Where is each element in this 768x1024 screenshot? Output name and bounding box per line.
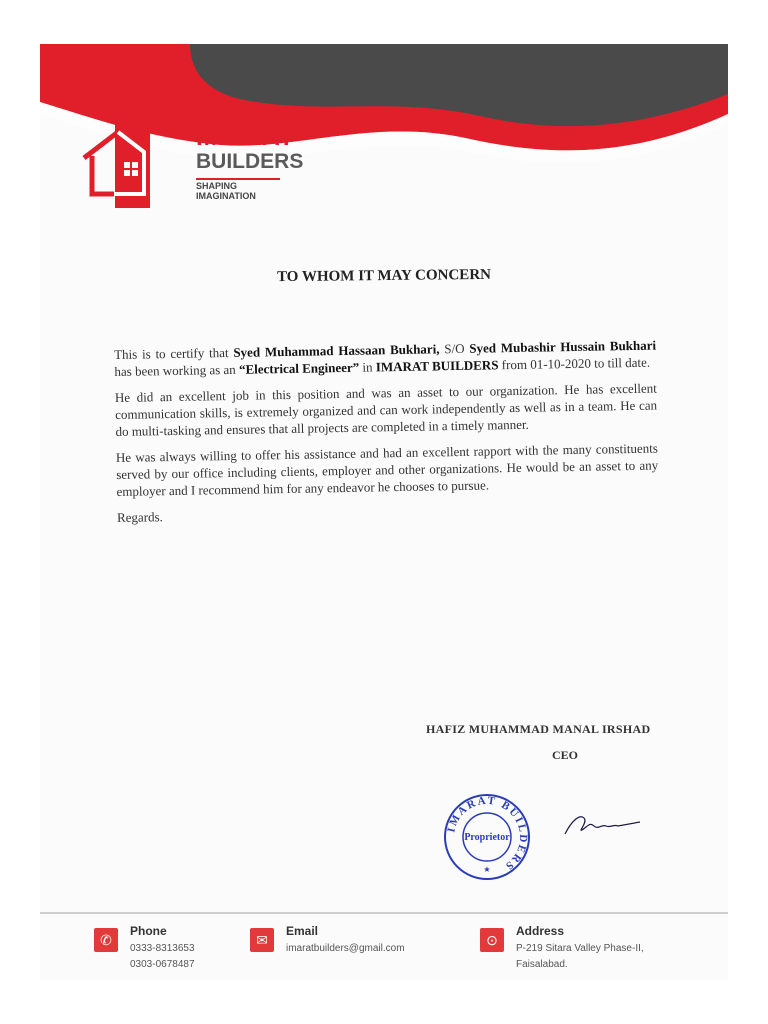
employee-name: Syed Muhammad Hassaan Bukhari, [233,341,440,360]
signer-name: HAFIZ MUHAMMAD MANAL IRSHAD [426,722,651,736]
signature-mark [560,810,650,840]
paragraph-recommendation: He was always willing to offer his assistance and had an excellent rapport with the many constituents served by our office including clients, employer and other organizations. He would be an asset to any employer and I recommend him for any endeavor he chooses to pursue. [115,440,659,499]
text-segment: from 01-10-2020 to till date. [498,354,651,373]
letterhead-page [40,44,728,980]
paragraph-certify [114,337,657,380]
phone-icon: ✆ [94,928,118,952]
mail-icon: ✉ [250,928,274,952]
closing: Regards. [116,509,163,525]
company-name: IMARAT BUILDERS [375,357,499,375]
letter-title: TO WHOM IT MAY CONCERN [276,266,492,286]
contact-phone [94,924,244,980]
address-values [516,941,644,973]
email-value: imaratbuilders@gmail.com [286,943,405,954]
contact-address [480,924,700,980]
signer-role: CEO [552,748,579,762]
text-segment: S/O [439,340,470,357]
phone-values [130,941,195,973]
email-label: Email [286,924,319,938]
phone-label: Phone [130,924,167,938]
text-segment: has been working as an [114,361,240,379]
stamp-center-text: Proprietor [464,832,510,843]
job-position: “Electrical Engineer” [238,359,360,377]
stamp-ring-text: IMARAT BUILDERS [445,794,530,873]
svg-text:★: ★ [483,865,491,874]
paragraph-performance: He did an excellent job in this position and was an asset to our organization. He has excellent communication skills, is extremely organized and can work independently as well as in a team. He can do multi-tasking and ensures that all projects are completed in a timely manner. [114,380,658,439]
address-line-1: P-219 Sitara Valley Phase-II, [516,943,644,954]
brand-sub: BUILDERS [196,150,304,173]
text-segment: in [359,359,376,375]
phone-number-2: 0303-0678487 [130,959,195,970]
contact-email [250,924,450,980]
phone-number-1: 0333-8313653 [130,943,195,954]
house-logo-icon [80,124,190,208]
letter-body [114,337,659,535]
footer-divider [40,912,728,914]
brand-tagline: SHAPING IMAGINATION [196,178,280,201]
address-label: Address [516,924,565,938]
company-stamp [442,792,532,882]
company-logo [80,123,304,214]
address-line-2: Faisalabad. [516,959,568,970]
location-pin-icon: ⊙ [480,928,504,952]
text-segment: This is to certify that [114,344,234,362]
father-name: Syed Mubashir Hussain Bukhari [469,337,657,356]
brand-name: IMARAT [196,123,295,151]
